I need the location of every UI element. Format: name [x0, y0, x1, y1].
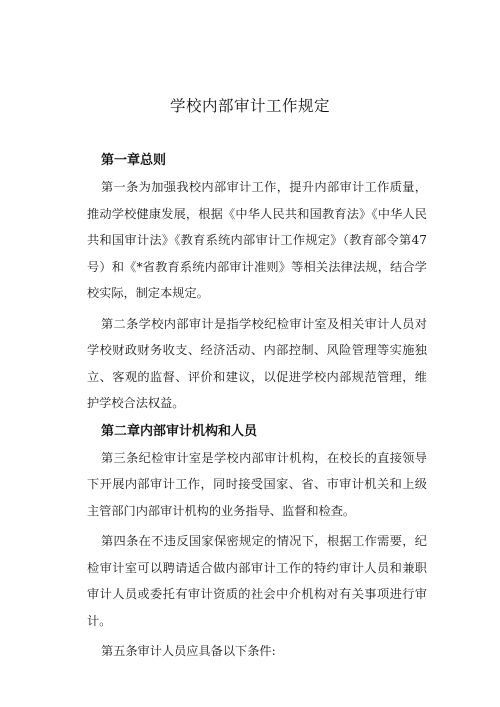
article-1: 第一条为加强我校内部审计工作，提升内部审计工作质量，推动学校健康发展，根据《中华人民共和国教育法》《中华人民共和国审计法》《教育系统内部审计工作规定》（教育部令第47号）和《*省教育系统内部审计准则》等相关法律法规，结合学校实际，制定本规定。 [87, 180, 427, 300]
article-2: 第二条学校内部审计是指学校纪检审计室及相关审计人员对学校财政财务收支、经济活动、内部控制、风险管理等实施独立、客观的监督、评价和建议，以促进学校内部规范管理，维护学校合法权益。 [87, 316, 427, 410]
article-4: 第四条在不违反国家保密规定的情况下，根据工作需要，纪检审计室可以聘请适合做内部审计工作的特约审计人员和兼职审计人员或委托有审计资质的社会中介机构对有关事项进行审计。 [87, 534, 427, 628]
document-body [87, 148, 427, 665]
document-title: 学校内部审计工作规定 [169, 97, 330, 115]
chapter-heading-1: 第一章总则 [101, 153, 167, 168]
article-5: 第五条审计人员应具备以下条件: [101, 644, 276, 658]
article-3: 第三条纪检审计室是学校内部审计机构，在校长的直接领导下开展内部审计工作，同时接受国家、省、市审计机关和上级主管部门内部审计机构的业务指导、监督和检查。 [87, 450, 427, 518]
chapter-heading-2: 第二章内部审计机构和人员 [101, 423, 258, 439]
